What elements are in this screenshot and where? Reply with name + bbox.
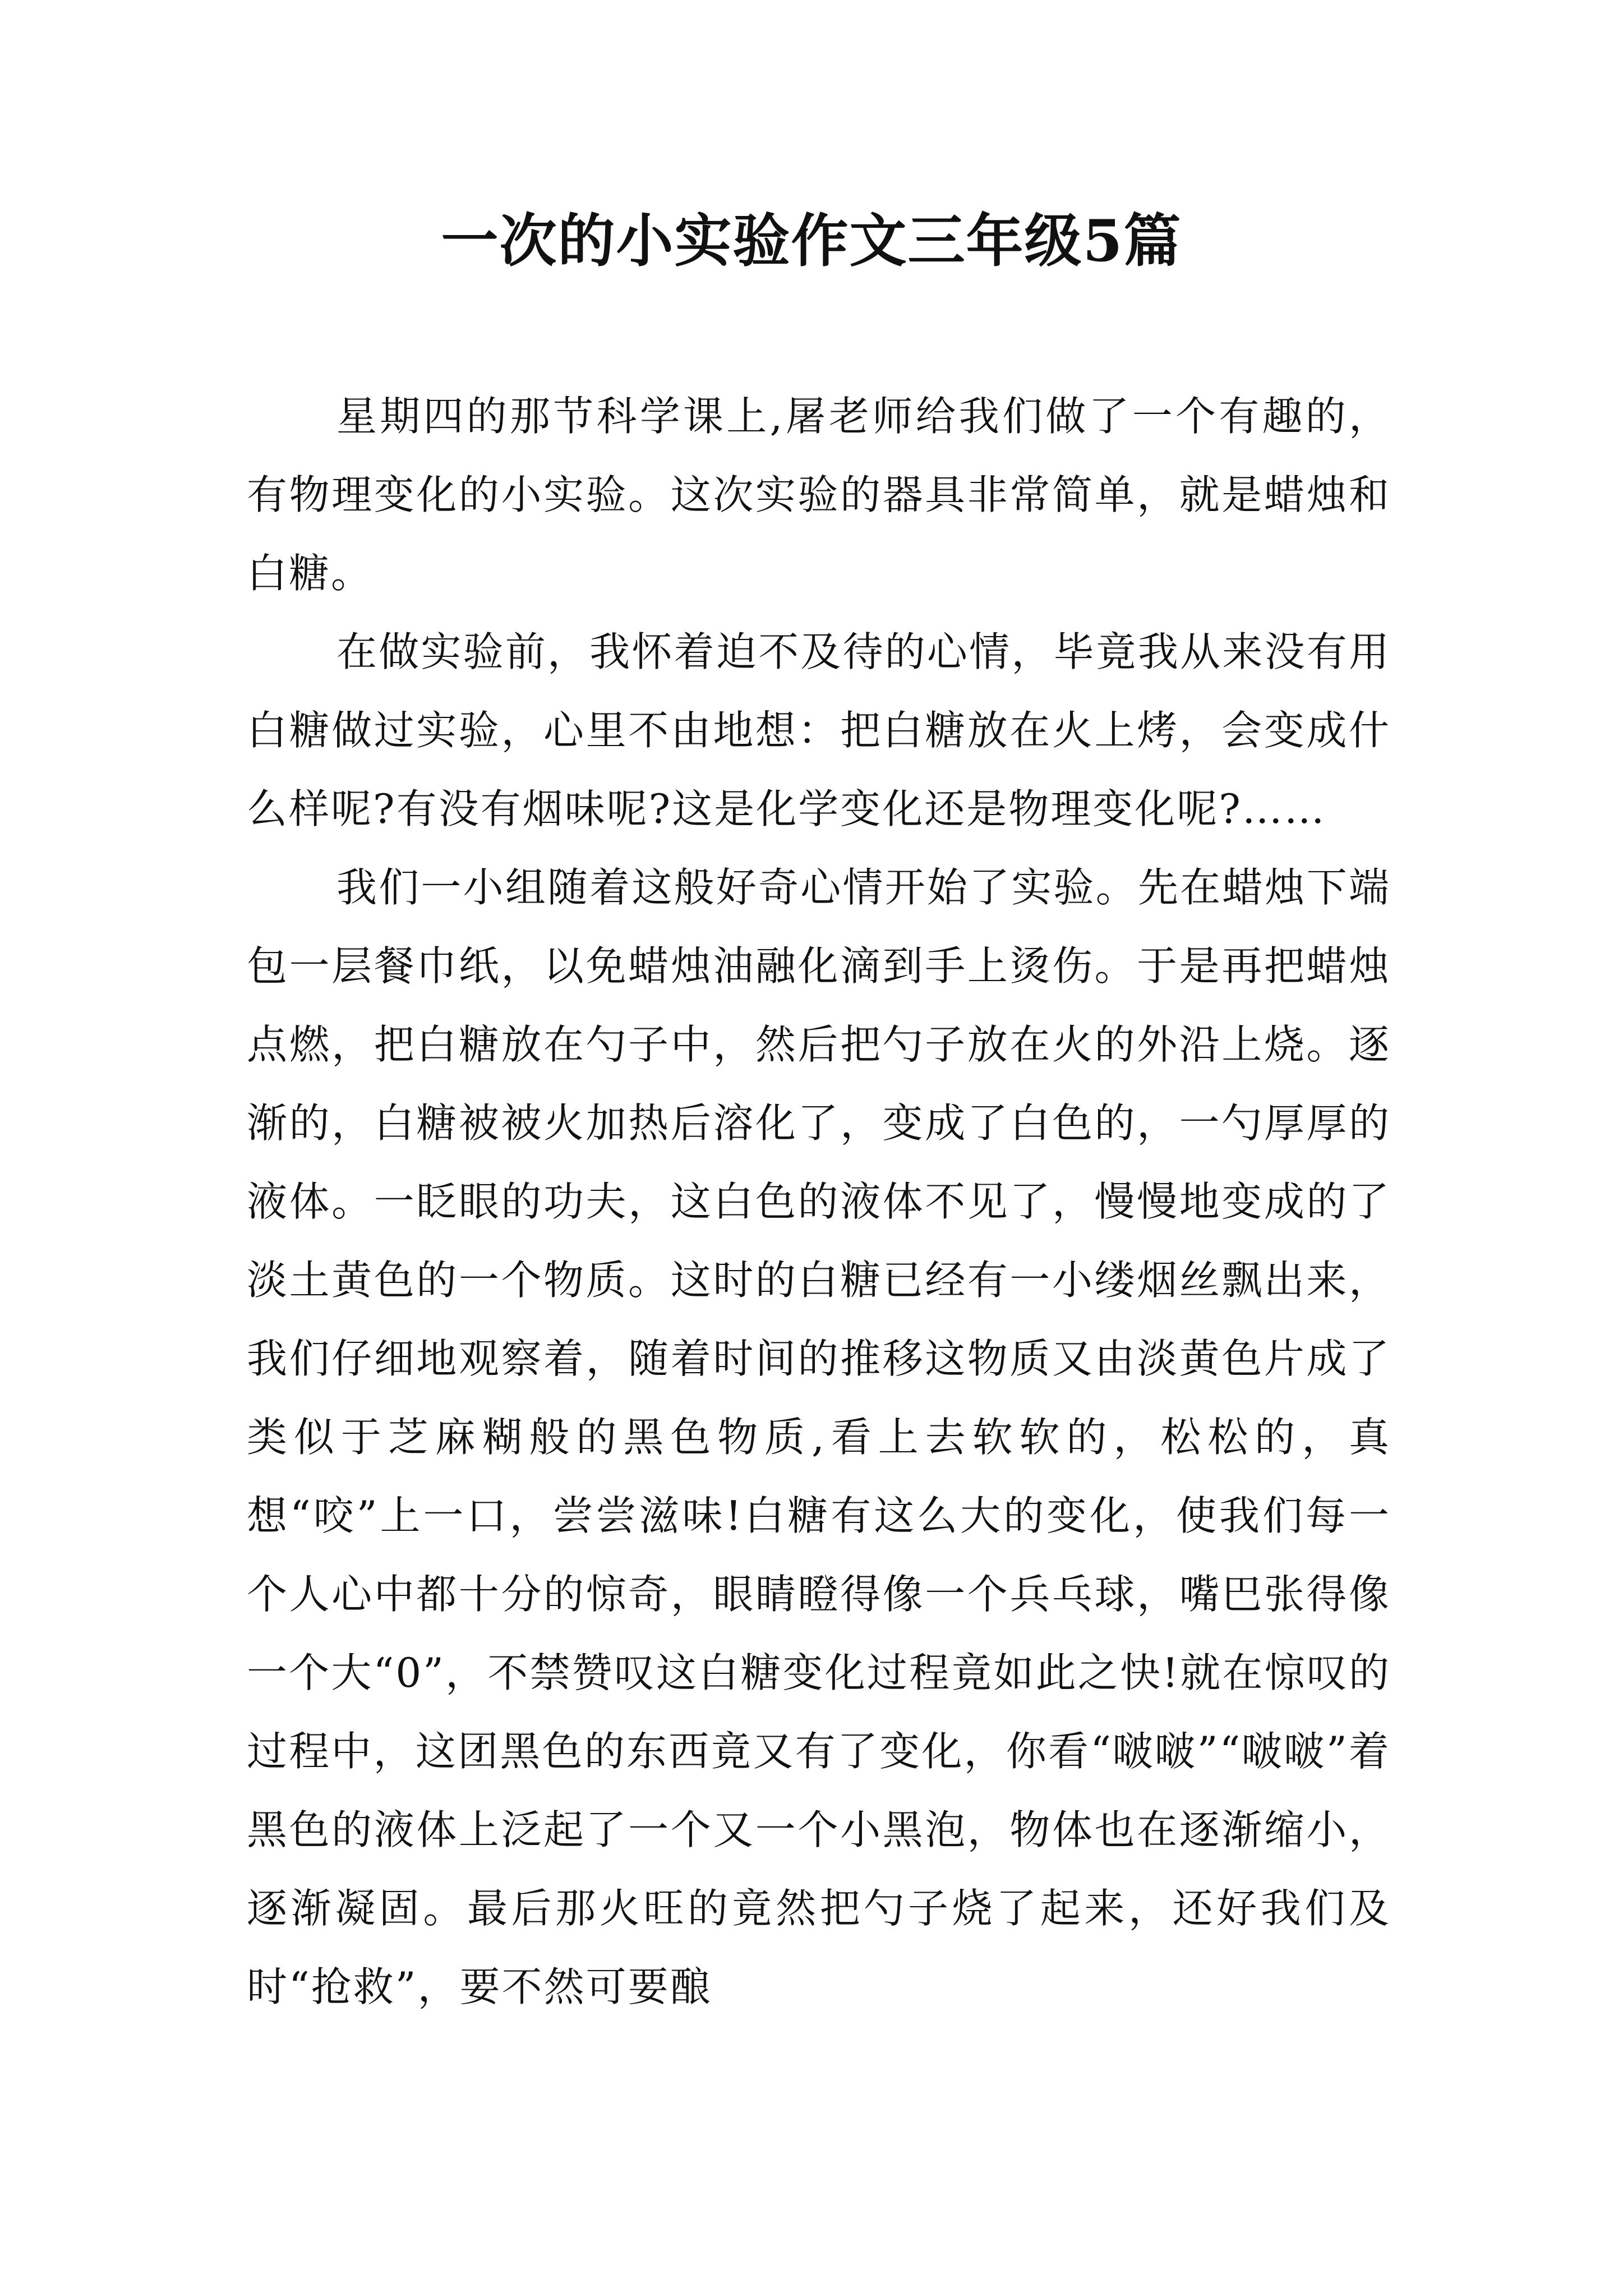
document-title: 一次的小实验作文三年级5篇 <box>441 208 1182 275</box>
paragraph: 在做实验前，我怀着迫不及待的心情，毕竟我从来没有用白糖做过实验，心里不由地想：把白糖放在火上烤，会变成什么样呢?有没有烟味呢?这是化学变化还是物理变化呢?…… <box>247 628 1391 832</box>
paragraph: 我们一小组随着这般好奇心情开始了实验。先在蜡烛下端包一层餐巾纸，以免蜡烛油融化滴到手上烫伤。于是再把蜡烛点燃，把白糖放在勺子中，然后把勺子放在火的外沿上烧。逐渐的，白糖被被火加热后溶化了，变成了白色的，一勺厚厚的液体。一眨眼的功夫，这白色的液体不见了，慢慢地变成的了淡土黄色的一个物质。这时的白糖已经有一小缕烟丝飘出来，我们仔细地观察着，随着时间的推移这物质又由淡黄色片成了类似于芝麻糊般的黑色物质,看上去软软的，松松的，真想“咬”上一口，尝尝滋味!白糖有这么大的变化，使我们每一个人心中都十分的惊奇，眼睛瞪得像一个兵乓球，嘴巴张得像一个大“0”，不禁赞叹这白糖变化过程竟如此之快!就在惊叹的过程中，这团黑色的东西竟又有了变化，你看“啵啵”“啵啵”着黑色的液体上泛起了一个又一个小黑泡，物体也在逐渐缩小，逐渐凝固。最后那火旺的竟然把勺子烧了起来，还好我们及时“抢救”，要不然可要酿 <box>247 864 1391 2010</box>
document-body <box>247 377 1391 2026</box>
paragraph: 星期四的那节科学课上,屠老师给我们做了一个有趣的，有物理变化的小实验。这次实验的器具非常简单，就是蜡烛和白糖。 <box>247 393 1391 597</box>
